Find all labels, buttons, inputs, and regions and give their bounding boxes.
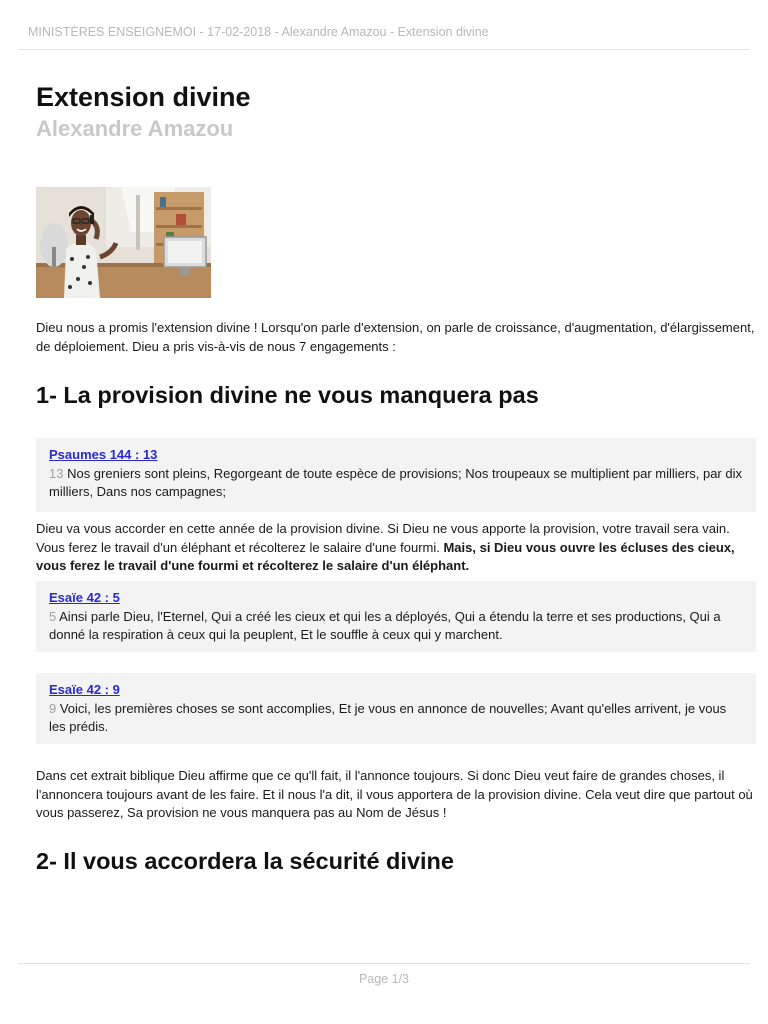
paragraph-bold-text: Mais, si Dieu vous ouvre les écluses des cieux, vous ferez le travail d'une fourmi et récolterez le salaire d'un éléphant. xyxy=(36,539,735,573)
paragraph-text: Dieu va vous accorder en cette année de la provision divine. Si Dieu ne vous apporte la provision, votre travail sera vain. Vous ferez le travail d'un éléphant et récolterez le salaire d'une fourmi. xyxy=(36,521,730,555)
intro-text: Dieu nous a promis l'extension divine ! Lorsqu'on parle d'extension, on parle de croissance, d'augmentation, d'élargissement, de déploiement. Dieu a pris vis-à-vis de nous 7 engagements : xyxy=(36,320,755,354)
paragraph-text: Dans cet extrait biblique Dieu affirme que ce qu'll fait, il l'annonce toujours. Si donc Dieu veut faire de grandes choses, il l'annoncera toujours avant de les faire. Et il nous l'a dit, il vous apportera de la provision divine. Cela veut dire que partout où vous passerez, Sa provision ne vous manquera pas au Nom de Jésus ! xyxy=(36,768,753,820)
scripture-quote-3 xyxy=(36,673,756,744)
page-header: MINISTÈRES ENSEIGNEMOI - 17-02-2018 - Alexandre Amazou - Extension divine xyxy=(28,25,489,39)
verse-number: 5 xyxy=(49,608,57,624)
verse-text: Nos greniers sont pleins, Regorgeant de toute espèce de provisions; Nos troupeaux se multiplient par milliers, par dix milliers, Dans nos campagnes; xyxy=(49,465,742,499)
paragraph-announcement xyxy=(36,767,756,823)
section-heading-2: 2- Il vous accordera la sécurité divine xyxy=(36,848,454,874)
verse-number: 9 xyxy=(49,700,57,716)
scripture-reference-link[interactable]: Esaïe 42 : 9 xyxy=(49,682,120,697)
verse-text: Ainsi parle Dieu, l'Eternel, Qui a créé les cieux et qui les a déployés, Qui a étendu la terre et ses productions, Qui a donné la respiration à ceux qui la peuplent, Et le souffle à ceux qui y marchent. xyxy=(49,608,721,642)
article-photo xyxy=(36,187,211,298)
scripture-reference-link[interactable]: Psaumes 144 : 13 xyxy=(49,447,158,462)
scripture-quote-2 xyxy=(36,581,756,652)
article-author: Alexandre Amazou xyxy=(36,116,234,141)
article-title: Extension divine xyxy=(36,82,251,112)
scripture-reference-link[interactable]: Esaïe 42 : 5 xyxy=(49,590,120,605)
header-divider xyxy=(18,49,750,50)
scripture-quote-1 xyxy=(36,438,756,512)
verse-number: 13 xyxy=(49,465,64,481)
verse-text: Voici, les premières choses se sont accomplies, Et je vous en annonce de nouvelles; Avant qu'elles arrivent, je vous les prédis. xyxy=(49,700,727,734)
footer-divider xyxy=(18,963,750,964)
page-number: Page 1/3 xyxy=(358,972,410,986)
section-heading-1: 1- La provision divine ne vous manquera pas xyxy=(36,382,539,408)
paragraph-provision xyxy=(36,520,756,576)
intro-paragraph xyxy=(36,319,756,356)
